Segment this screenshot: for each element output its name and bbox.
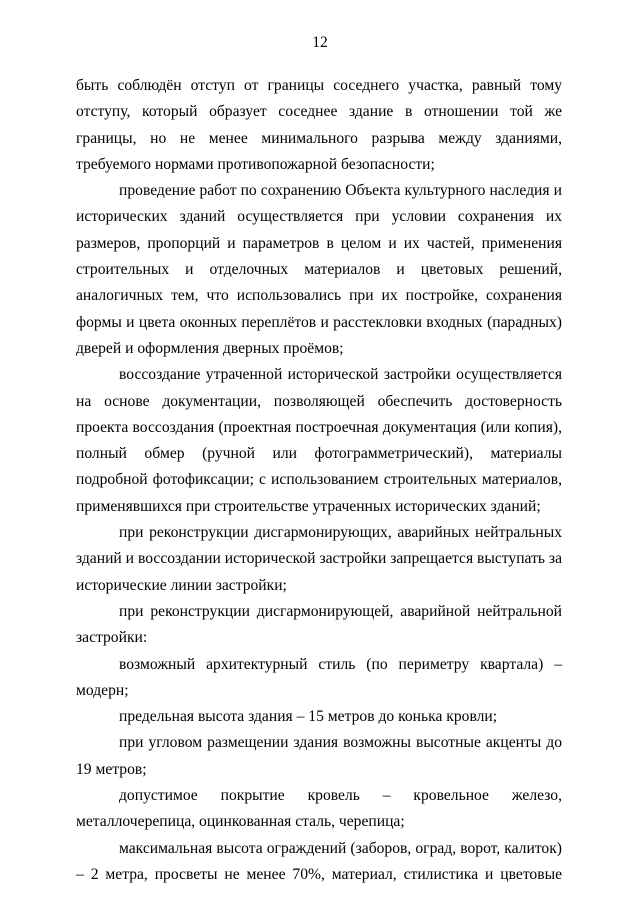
paragraph-roofing: допустимое покрытие кровель – кровельное железо, металлочерепица, оцинкованная сталь, черепица; <box>76 787 562 831</box>
paragraph-max-height: предельная высота здания – 15 метров до конька кровли; <box>119 708 498 726</box>
paragraph-setback: быть соблюдён отступ от границы соседнего участка, равный тому отступу, который образует соседнее здание в отношении той же границы, но не менее минимального разрыва между зданиями, требуемого нормами противопожарной безопасности; <box>76 77 562 173</box>
document-body <box>76 73 562 888</box>
paragraph-building-lines: при реконструкции дисгармонирующих, аварийных нейтральных зданий и воссоздании исторической застройки запрещается выступать за исторические линии застройки; <box>76 524 562 594</box>
paragraph-reconstruction-intro: при реконструкции дисгармонирующей, аварийной нейтральной застройки: <box>76 602 562 647</box>
paragraph-heritage-preservation: проведение работ по сохранению Объекта культурного наследия и исторических зданий осуществляется при условии сохранения их размеров, пропорций и параметров в целом и их частей, применения строительных и отделочных материалов и цветовых решений, аналогичных тем, что использовались при их постройке, сохранения формы и цвета оконных переплётов и расстекловки входных (парадных) дверей и оформления дверных проёмов; <box>76 182 562 357</box>
paragraph-fences: максимальная высота ограждений (заборов, оград, ворот, калиток) – 2 метра, просветы не менее 70%, материал, стилистика и цветовые <box>76 839 562 883</box>
paragraph-reconstruction-lost-buildings: воссоздание утраченной исторической застройки осуществляется на основе документации, позволяющей обеспечить достоверность проекта воссоздания (проектная построечная документация (или копия), полный обмер (ручной или фотограмметрический), материалы подробной фотофиксации; с использованием строительных материалов, применявшихся при строительстве утраченных исторических зданий; <box>76 366 562 515</box>
paragraph-architectural-style: возможный архитектурный стиль (по периметру квартала) – модерн; <box>76 655 562 699</box>
page-number: 12 <box>312 34 328 51</box>
paragraph-corner-accents: при угловом размещении здания возможны высотные акценты до 19 метров; <box>76 734 562 778</box>
